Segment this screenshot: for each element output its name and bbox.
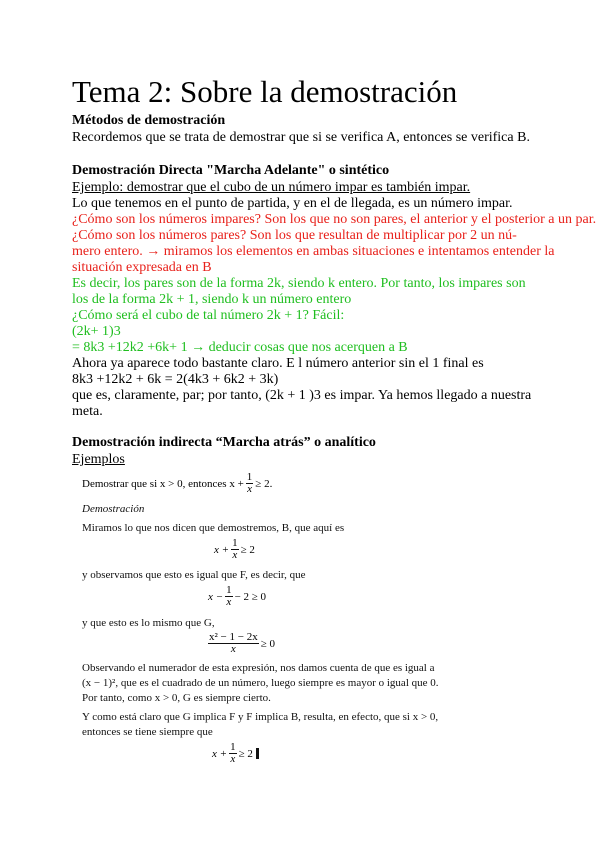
scan-p3: y que esto es lo mismo que G, bbox=[82, 617, 215, 629]
indirecta-heading: Demostración indirecta “Marcha atrás” o analítico bbox=[72, 435, 376, 450]
directa-heading: Demostración Directa "Marcha Adelante" o sintético bbox=[72, 163, 390, 178]
eq4-post: ≥ 2 bbox=[238, 747, 253, 760]
scan-statement-post: ≥ 2. bbox=[255, 477, 273, 490]
directa-line3: 8k3 +12k2 + 6k = 2(4k3 + 6k2 + 3k) bbox=[72, 372, 279, 387]
directa-green5: = 8k3 +12k2 +6k+ 1 → deducir cosas que nos acerquen a B bbox=[72, 340, 408, 355]
scan-p4b: (x − 1)², que es el cuadrado de un número, luego siempre es mayor o igual que 0. bbox=[82, 677, 439, 689]
directa-green1: Es decir, los pares son de la forma 2k, siendo k entero. Por tanto, los impares son bbox=[72, 276, 526, 291]
scan-p2: y observamos que esto es igual que F, es decir, que bbox=[82, 569, 306, 581]
frac-den: x bbox=[226, 596, 232, 608]
directa-green3: ¿Cómo será el cubo de tal número 2k + 1? Fácil: bbox=[72, 308, 345, 323]
page-title: Tema 2: Sobre la demostración bbox=[72, 74, 458, 109]
directa-line4: que es, claramente, par; por tanto, (2k + 1 )3 es impar. Ya hemos llegado a nuestra bbox=[72, 388, 532, 403]
frac-num: 1 bbox=[246, 471, 253, 483]
metodos-heading: Métodos de demostración bbox=[72, 113, 226, 128]
end-of-proof-mark bbox=[256, 748, 259, 759]
frac-den: x bbox=[230, 753, 236, 765]
directa-red3: mero entero. → miramos los elementos en ambas situaciones e intentamos entender la bbox=[72, 244, 555, 259]
scan-p1: Miramos lo que nos dicen que demostremos, B, que aquí es bbox=[82, 522, 345, 534]
frac-num: 1 bbox=[232, 537, 238, 549]
fraction-one-over-x bbox=[231, 538, 239, 561]
directa-green2: los de la forma 2k + 1, siendo k un número entero bbox=[72, 292, 352, 307]
eq2-post: − 2 ≥ 0 bbox=[234, 590, 267, 603]
directa-line1: Lo que tenemos en el punto de partida, y en el de llegada, es un número impar. bbox=[72, 196, 513, 211]
frac-den: x bbox=[247, 483, 252, 495]
eq3-den: x bbox=[230, 643, 236, 655]
scan-eq3 bbox=[206, 632, 275, 655]
directa-green4: (2k+ 1)3 bbox=[72, 324, 121, 339]
eq3-num: x² − 1 − 2x bbox=[209, 631, 258, 643]
directa-example: Ejemplo: demostrar que el cubo de un número impar es también impar. bbox=[72, 180, 471, 195]
fraction-one-over-x bbox=[246, 472, 254, 495]
fraction-one-over-x bbox=[225, 585, 233, 608]
scan-statement-pre: Demostrar que si x > 0, entonces x + bbox=[82, 477, 244, 490]
directa-line2: Ahora ya aparece todo bastante claro. E l número anterior sin el 1 final es bbox=[72, 356, 484, 371]
frac-num: 1 bbox=[226, 584, 232, 596]
ejemplos-heading: Ejemplos bbox=[72, 452, 125, 467]
directa-line5: meta. bbox=[72, 404, 103, 419]
scan-p4c: Por tanto, como x > 0, G es siempre cierto. bbox=[82, 692, 271, 704]
scan-statement bbox=[82, 472, 272, 495]
fraction-one-over-x bbox=[229, 742, 237, 765]
scan-p4a: Observando el numerador de esta expresión, nos damos cuenta de que es igual a bbox=[82, 662, 435, 674]
eq2-pre: x − bbox=[208, 590, 224, 603]
scan-eq4 bbox=[212, 742, 259, 765]
frac-num: 1 bbox=[230, 741, 236, 753]
eq4-pre: x + bbox=[212, 747, 228, 760]
directa-red4: situación expresada en B bbox=[72, 260, 212, 275]
eq3-post: ≥ 0 bbox=[260, 637, 276, 650]
scan-p5b: entonces se tiene siempre que bbox=[82, 726, 213, 738]
scan-eq1 bbox=[214, 538, 255, 561]
fraction-g bbox=[208, 632, 259, 655]
directa-red2: ¿Cómo son los números pares? Son los que resultan de multiplicar por 2 un nú- bbox=[72, 228, 517, 243]
frac-den: x bbox=[232, 549, 238, 561]
scan-demostracion-label: Demostración bbox=[82, 503, 145, 515]
scan-eq2 bbox=[208, 585, 266, 608]
eq1-pre: x + bbox=[214, 543, 230, 556]
metodos-intro: Recordemos que se trata de demostrar que si se verifica A, entonces se verifica B. bbox=[72, 130, 530, 145]
eq1-post: ≥ 2 bbox=[240, 543, 255, 556]
directa-red1: ¿Cómo son los números impares? Son los que no son pares, el anterior y el posterior a un par. bbox=[72, 212, 597, 227]
scan-p5a: Y como está claro que G implica F y F implica B, resulta, en efecto, que si x > 0, bbox=[82, 711, 439, 723]
